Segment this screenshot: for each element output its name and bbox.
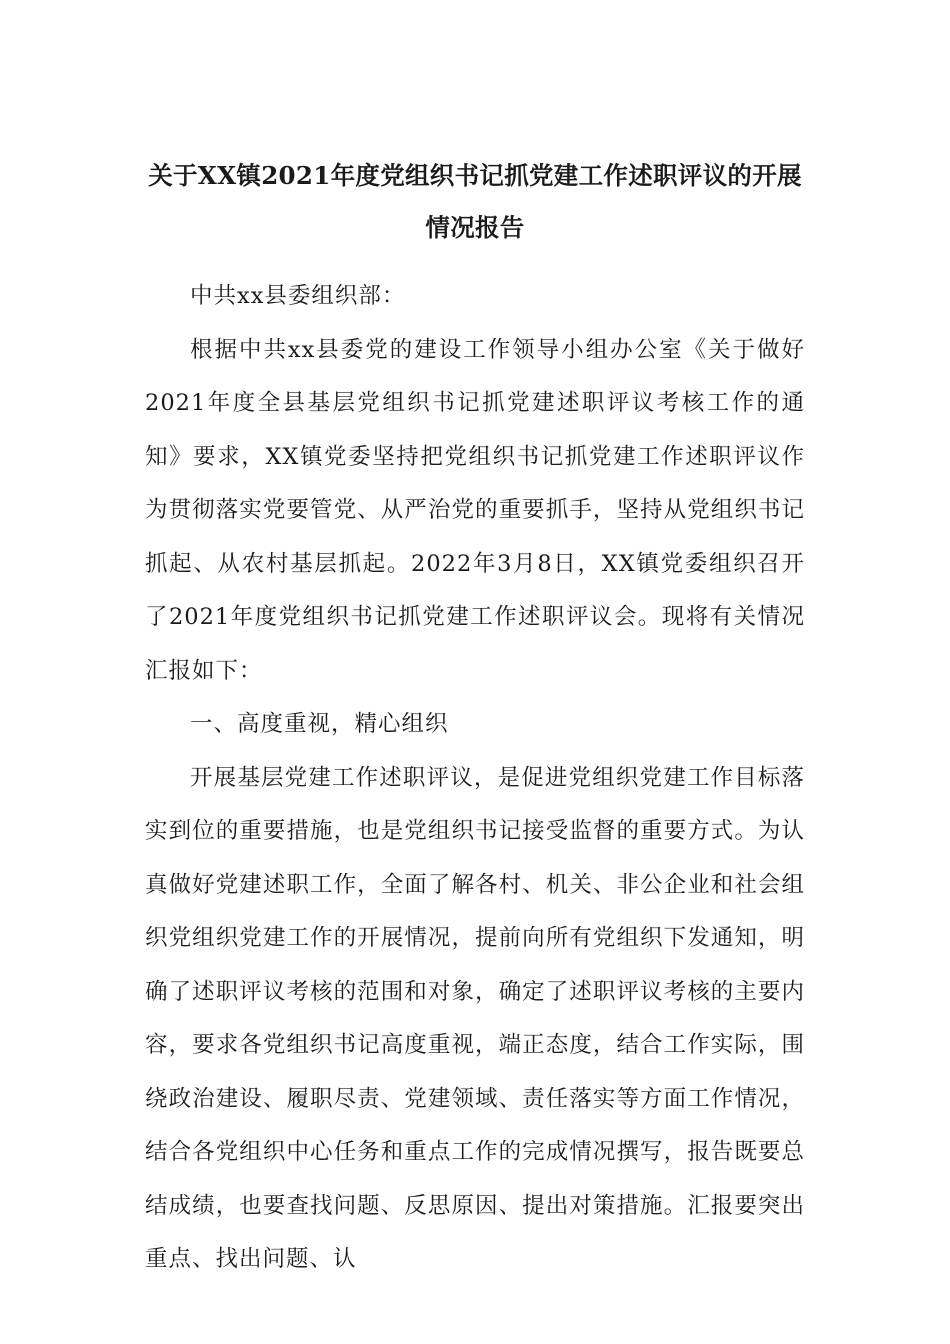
document-title: 关于XX镇2021年度党组织书记抓党建工作述职评议的开展情况报告 — [148, 161, 802, 242]
document-body — [145, 270, 805, 1287]
section-heading: 一、高度重视，精心组织 — [190, 711, 449, 737]
salutation: 中共xx县委组织部： — [190, 283, 406, 309]
paragraph-section-one: 开展基层党建工作述职评议，是促进党组织党建工作目标落实到位的重要措施，也是党组织书记接受监督的重要方式。为认真做好党建述职工作，全面了解各村、机关、非公企业和社会组织党组织党建工作的开展情况，提前向所有党组织下发通知，明确了述职评议考核的范围和对象，确定了述职评议考核的主要内容，要求各党组织书记高度重视，端正态度，结合工作实际，围绕政治建设、履职尽责、党建领域、责任落实等方面工作情况，结合各党组织中心任务和重点工作的完成情况撰写，报告既要总结成绩，也要查找问题、反思原因、提出对策措施。汇报要突出重点、找出问题、认 — [145, 764, 805, 1272]
paragraph-intro: 根据中共xx县委党的建设工作领导小组办公室《关于做好2021年度全县基层党组织书记抓党建述职评议考核工作的通知》要求，XX镇党委坚持把党组织书记抓党建工作述职评议作为贯彻落实党要管党、从严治党的重要抓手，坚持从党组织书记抓起、从农村基层抓起。2022年3月8日，XX镇党委组织召开了2021年度党组织书记抓党建工作述职评议会。现将有关情况汇报如下： — [145, 336, 805, 684]
